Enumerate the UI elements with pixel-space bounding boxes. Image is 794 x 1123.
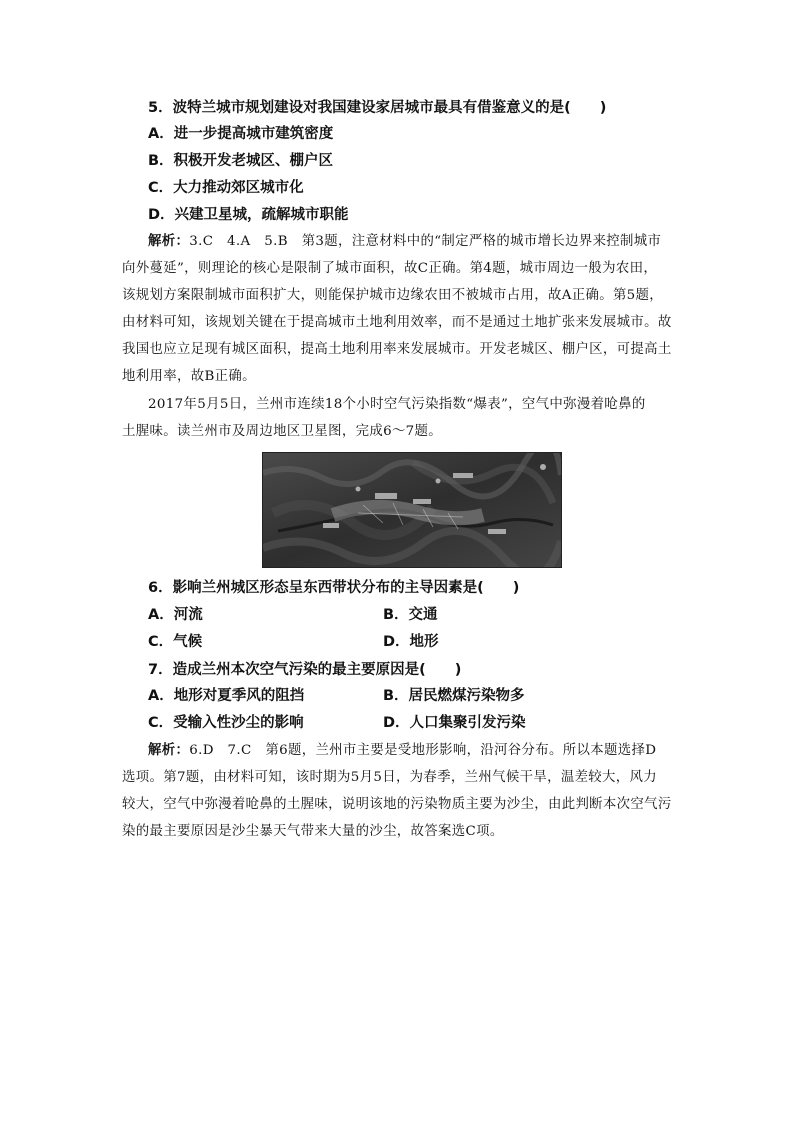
question-7-stem: 7．造成兰州本次空气污染的最主要原因是( ) [148,662,462,678]
explanation-1-line: 该规划方案限制城市面积扩大，则能保护城市边缘农田不被城市占用，故A正确。第5题， [122,288,664,303]
explanation-1-line [148,232,661,252]
explanation-label: 解析： [148,234,190,249]
question-7-option-a: A．地形对夏季风的阻挡 [148,688,305,704]
explanation-2-line [148,741,656,761]
question-6-option-a: A．河流 [148,607,203,623]
question-7-option-c: C．受输入性沙尘的影响 [148,715,304,731]
question-7-option-b: B．居民燃煤污染物多 [383,688,525,704]
explanation-1-line: 向外蔓延”，则理论的核心是限制了城市面积，故C正确。第4题，城市周边一般为农田， [122,261,658,276]
intro-line: 土腥味。读兰州市及周边地区卫星图，完成6～7题。 [122,424,443,439]
satellite-map-image [262,452,562,568]
intro-line: 2017年5月5日，兰州市连续18个小时空气污染指数“爆表”，空气中弥漫着呛鼻的 [148,397,646,412]
explanation-text: 6.D 7.C 第6题，兰州市主要是受地形影响，沿河谷分布。所以本题选择D [189,743,657,758]
question-5-option-d: D．兴建卫星城，疏解城市职能 [148,207,349,223]
explanation-text: 3.C 4.A 5.B 第3题，注意材料中的“制定严格的城市增长边界来控制城市 [189,234,662,249]
question-7-option-d: D．人口集聚引发污染 [383,715,526,731]
question-6-option-c: C．气候 [148,634,203,650]
explanation-1-line: 由材料可知，该规划关键在于提高城市土地利用效率，而不是通过土地扩张来发展城市。故 [122,315,672,330]
question-6-option-d: D．地形 [383,634,439,650]
question-6-option-b: B．交通 [383,607,438,623]
explanation-label: 解析： [148,743,190,758]
explanation-1-line: 我国也应立足现有城区面积，提高土地利用率来发展城市。开发老城区、棚户区，可提高土 [122,342,672,357]
explanation-2-line: 选项。第7题，由材料可知，该时期为5月5日，为春季，兰州气候干旱，温差较大，风力 [122,770,658,785]
explanation-2-line: 染的最主要原因是沙尘暴天气带来大量的沙尘，故答案选C项。 [122,824,504,839]
explanation-1-line: 地利用率，故B正确。 [122,369,256,384]
question-6-stem: 6．影响兰州城区形态呈东西带状分布的主导因素是( ) [148,580,520,596]
explanation-2-line: 较大，空气中弥漫着呛鼻的土腥味，说明该地的污染物质主要为沙尘，由此判断本次空气污 [122,797,672,812]
question-5-option-a: A．进一步提高城市建筑密度 [148,126,334,142]
question-5-stem: 5．波特兰城市规划建设对我国建设家居城市最具有借鉴意义的是( ) [148,100,607,116]
question-5-option-c: C．大力推动郊区城市化 [148,180,304,196]
question-5-option-b: B．积极开发老城区、棚户区 [148,153,334,169]
